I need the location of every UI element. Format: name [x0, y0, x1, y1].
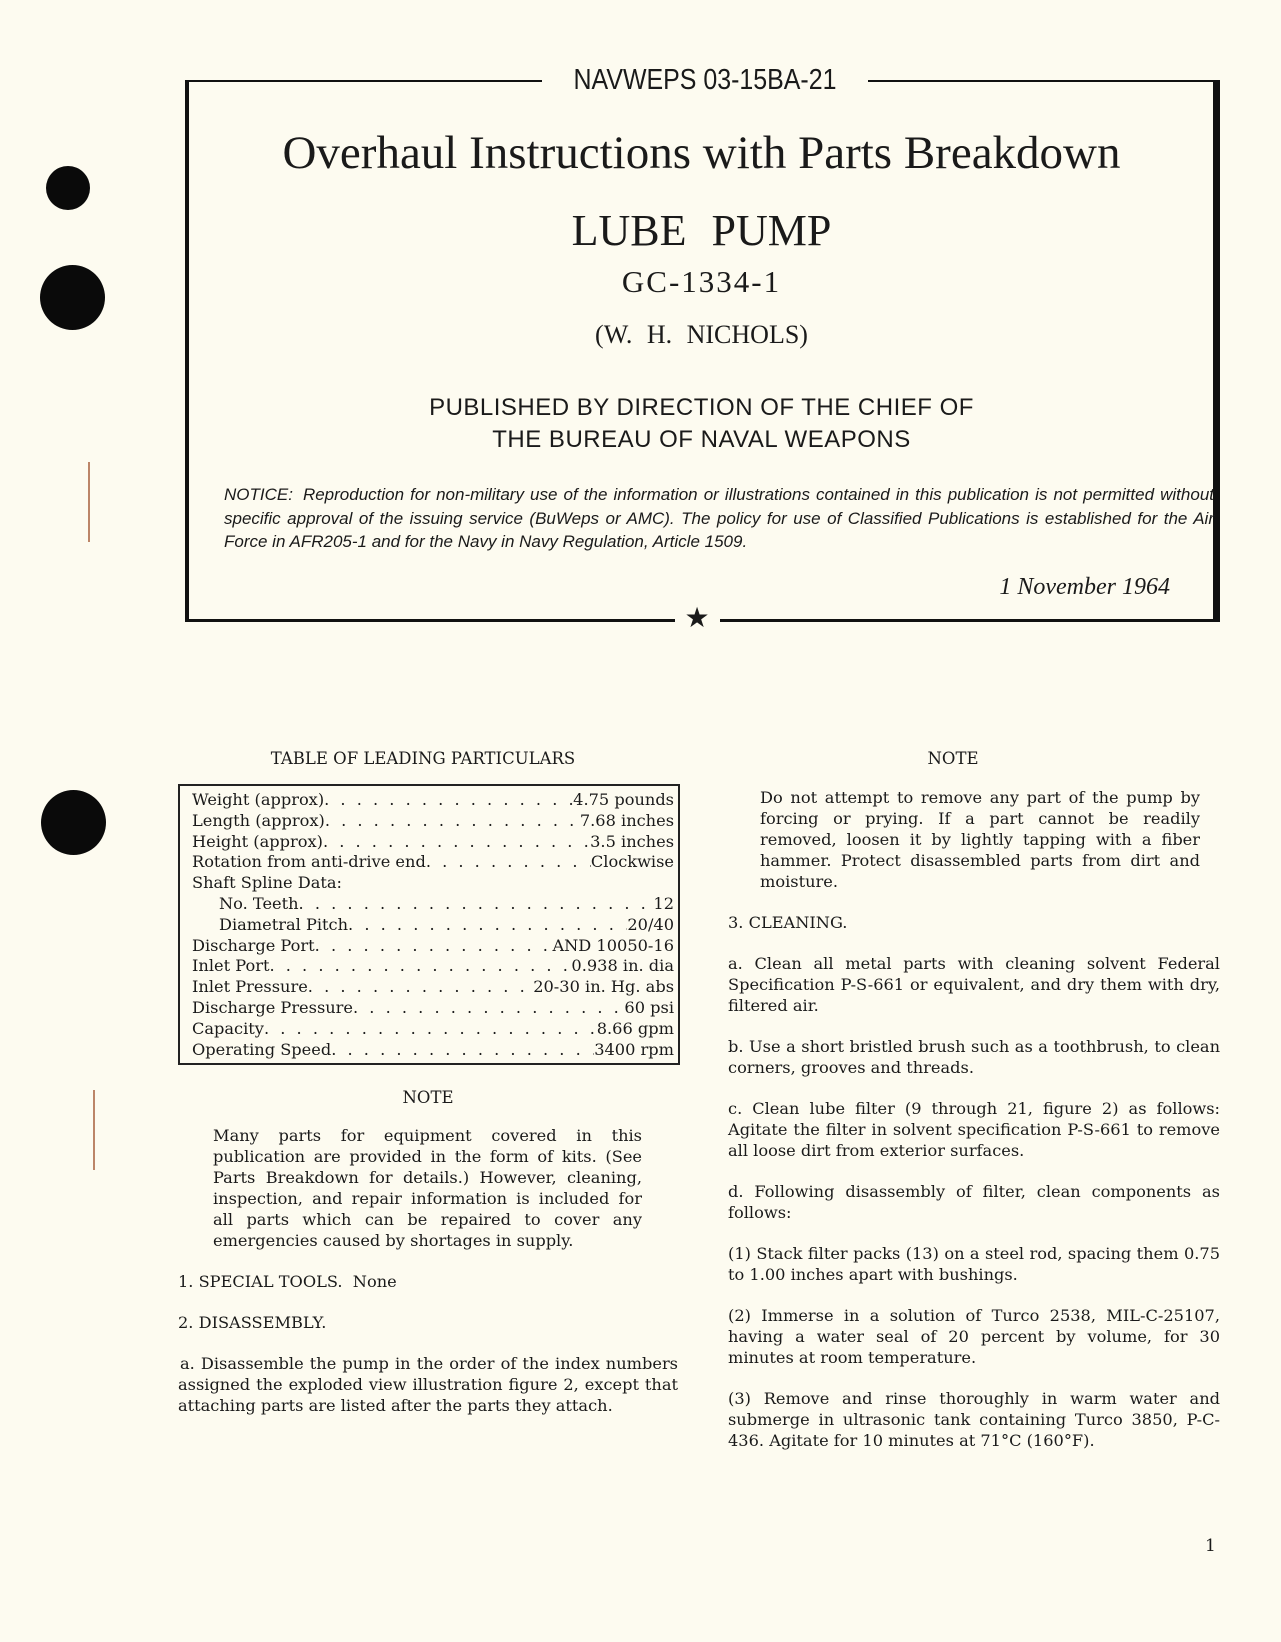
star-icon: ★	[684, 601, 710, 634]
binder-hole-3	[41, 790, 106, 855]
step-1-text: (1) Stack filter packs (13) on a steel rod, spacing them 0.75 to 1.00 inches apart with bushings.	[728, 1244, 1220, 1284]
section-3b-text: b. Use a short bristled brush such as a toothbrush, to clean corners, grooves and threads.	[728, 1037, 1220, 1077]
product-name: LUBE PUMP	[571, 206, 832, 255]
publication-date: 1 November 1964	[999, 574, 1170, 600]
note-text: Many parts for equipment covered in this publication are provided in the form of kits. (See Parts Breakdown for details.) However, cleaning, inspection, and repair information is included for all parts which can be repaired to cover any emergencies caused by shortages in supply.	[213, 1126, 642, 1251]
section-2a-text: a. Disassemble the pump in the order of the index numbers assigned the exploded view illustration figure 2, except that attaching parts are listed after the parts they attach.	[178, 1354, 678, 1416]
publisher-line-2: THE BUREAU OF NAVAL WEAPONS	[492, 426, 911, 453]
section-1-special-tools	[178, 1271, 678, 1292]
table-row: No. Teeth . . . 12	[192, 894, 674, 915]
table-row: Discharge Port . . . AND 10050-16	[192, 936, 674, 957]
leading-particulars-table	[178, 784, 680, 1065]
model-number: GC-1334-1	[621, 264, 782, 299]
section-3-heading: 3. CLEANING.	[728, 913, 848, 932]
page-number: 1	[1205, 1536, 1216, 1556]
table-row: Height (approx) . . . 3.5 inches	[192, 832, 674, 853]
section-2-heading: 2. DISASSEMBLY.	[178, 1313, 327, 1333]
table-row: Length (approx) . . . 7.68 inches	[192, 811, 674, 832]
table-row-group-heading: Shaft Spline Data:	[192, 873, 343, 893]
step-3-text: (3) Remove and rinse thoroughly in warm water and submerge in ultrasonic tank containing Turco 3850, P-C-436. Agitate for 10 minutes at 71°C (160°F).	[728, 1389, 1220, 1450]
section-3d-text: d. Following disassembly of filter, clean components as follows:	[728, 1182, 1220, 1222]
binder-hole-1	[46, 166, 90, 210]
notice-text: Reproduction for non-military use of the information or illustrations contained in this publication is not permitted without specific approval of the issuing service (BuWeps or AMC). The policy for use of Classified Publications is established for the Air Force in AFR205-1 and for the Navy in Navy Regulation, Article 1509.	[224, 485, 1214, 551]
table-row: Capacity . . . 8.66 gpm	[192, 1019, 674, 1040]
note-heading: NOTE	[402, 1088, 454, 1108]
notice-label: NOTICE:	[224, 485, 293, 504]
note-heading: NOTE	[927, 749, 979, 768]
table-row: Discharge Pressure . . . 60 psi	[192, 998, 674, 1019]
manufacturer: (W. H. NICHOLS)	[595, 320, 808, 349]
frame-right-border	[1213, 80, 1220, 620]
document-number: NAVWEPS 03-15BA-21	[573, 64, 837, 96]
publisher-line-1: PUBLISHED BY DIRECTION OF THE CHIEF OF	[429, 394, 974, 421]
table-title: TABLE OF LEADING PARTICULARS	[270, 749, 576, 768]
table-row: Inlet Pressure . . . 20-30 in. Hg. abs	[192, 977, 674, 998]
section-value: None	[352, 1272, 397, 1292]
note-text: Do not attempt to remove any part of the pump by forcing or prying. If a part cannot be readily removed, loosen it by lightly tapping with a fiber hammer. Protect disassembled parts from dirt and moisture.	[760, 788, 1200, 891]
header-rule-right	[868, 80, 1220, 82]
table-row: Diametral Pitch . . . 20/40	[192, 915, 674, 936]
frame-left-border	[185, 80, 189, 620]
right-column	[728, 748, 1220, 1451]
publisher-statement	[190, 392, 1213, 456]
table-row: Inlet Port . . . 0.938 in. dia	[192, 956, 674, 977]
table-row: Operating Speed . . . 3400 rpm	[192, 1040, 674, 1061]
step-2-text: (2) Immerse in a solution of Turco 2538, MIL-C-25107, having a water seal of 20 percent by volume, for 30 minutes at room temperature.	[728, 1306, 1220, 1367]
frame-bottom-rule-left	[185, 619, 675, 622]
margin-stain-2	[93, 1090, 95, 1170]
table-row: Weight (approx) . . . 4.75 pounds	[192, 790, 674, 811]
section-3a-text: a. Clean all metal parts with cleaning solvent Federal Specification P-S-661 or equivalent, and dry them with dry, filtered air.	[728, 954, 1220, 1015]
frame-bottom-rule-right	[720, 619, 1220, 622]
section-heading: 1. SPECIAL TOOLS.	[178, 1272, 343, 1292]
reproduction-notice	[224, 483, 1214, 554]
header-rule-left	[185, 80, 542, 82]
section-3c-text: c. Clean lube filter (9 through 21, figure 2) as follows: Agitate the filter in solvent specification P-S-661 to remove all loose dirt from exterior surfaces.	[728, 1099, 1220, 1160]
margin-stain-1	[88, 462, 90, 542]
binder-hole-2	[40, 265, 105, 330]
left-column	[178, 748, 678, 1416]
table-row: Rotation from anti-drive end . . . Clockwise	[192, 852, 674, 873]
document-title: Overhaul Instructions with Parts Breakdown	[282, 127, 1121, 179]
